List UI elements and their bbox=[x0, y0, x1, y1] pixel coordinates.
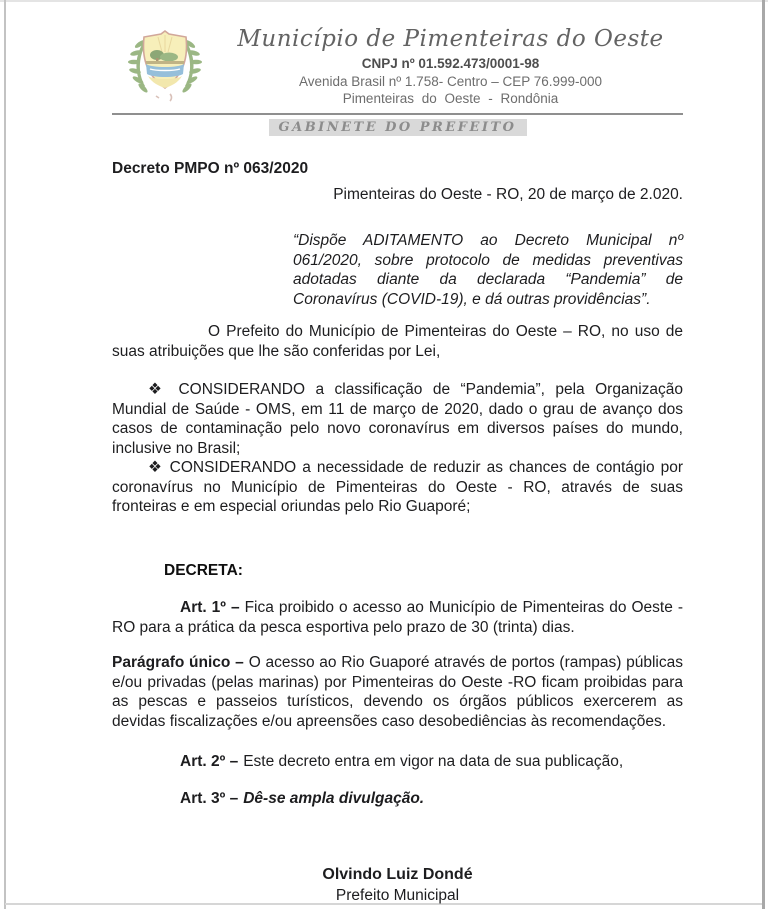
paragrafo-unico-text: O acesso ao Rio Guaporé através de portos (rampas) públicas e/ou privadas (pelas marinas) por Pimenteiras do Oeste -RO ficam proibidas para as pescas e passeios turísticos, devendo os órgãos públicos exercerem as devidas fiscalizações e/ou apreensões caso desobediências às recomendações. bbox=[112, 654, 683, 730]
paragrafo-unico-label: Parágrafo único – bbox=[112, 654, 244, 671]
letterhead-divider bbox=[112, 113, 683, 115]
signer-title: Prefeito Municipal bbox=[335, 887, 460, 904]
paragrafo-unico bbox=[112, 653, 683, 731]
article-3-text: Dê-se ampla divulgação. bbox=[243, 789, 425, 807]
municipal-coat-of-arms-icon bbox=[112, 28, 218, 109]
address-line: Avenida Brasil nº 1.758- Centro – CEP 76.999-000 bbox=[298, 74, 603, 89]
letterhead-text bbox=[218, 26, 683, 106]
signature-block bbox=[112, 865, 683, 905]
signer-name: Olvindo Luiz Dondé bbox=[322, 866, 473, 883]
enacts-heading: DECRETA: bbox=[164, 561, 243, 579]
article-2 bbox=[112, 752, 683, 772]
crest-graphic bbox=[112, 28, 218, 104]
municipality-name: Município de Pimenteiras do Oeste bbox=[237, 26, 664, 52]
article-2-text: Este decreto entra em vigor na data de sua publicação, bbox=[243, 753, 624, 770]
article-1-text: Fica proibido o acesso ao Município de Pimenteiras do Oeste - RO para a prática da pesca esportiva pelo prazo de 30 (trinta) dias. bbox=[112, 599, 684, 636]
article-3 bbox=[112, 789, 683, 809]
cnpj-line: CNPJ nº 01.592.473/0001-98 bbox=[361, 56, 540, 71]
date-line: Pimenteiras do Oeste - RO, 20 de março de 2.020. bbox=[333, 185, 683, 203]
article-1 bbox=[112, 598, 683, 637]
article-2-label: Art. 2º – bbox=[180, 753, 239, 770]
decree-number: Decreto PMPO nº 063/2020 bbox=[112, 160, 309, 177]
preamble: O Prefeito do Município de Pimenteiras do Oeste – RO, no uso de suas atribuições que lhe são conferidas por Lei, bbox=[112, 323, 683, 360]
article-3-label: Art. 3º – bbox=[180, 789, 239, 807]
decree-summary: “Dispõe ADITAMENTO ao Decreto Municipal nº 061/2020, sobre protocolo de medidas preventivas adotadas diante da declarada “Pandemia” de Coronavírus (COVID-19), e dá outras providências”. bbox=[293, 232, 683, 308]
office-stamp-label: GABINETE DO PREFEITO bbox=[269, 119, 527, 136]
consideration-2: ❖ CONSIDERANDO a necessidade de reduzir as chances de contágio por coronavírus no Município de Pimenteiras do Oeste - RO, através de suas fronteiras e em especial oriundas pelo Rio Guaporé; bbox=[112, 459, 683, 515]
letterhead bbox=[112, 26, 683, 109]
city-state-line: Pimenteiras do Oeste - Rondônia bbox=[342, 91, 559, 106]
article-1-label: Art. 1º – bbox=[180, 599, 240, 616]
office-stamp bbox=[112, 118, 683, 136]
consideration-1: ❖ CONSIDERANDO a classificação de “Pandemia”, pela Organização Mundial de Saúde - OMS, em 11 de março de 2020, dado o grau de avanço dos casos de contaminação pelo novo coronavírus em diversos países do mundo, inclusive no Brasil; bbox=[112, 381, 683, 457]
